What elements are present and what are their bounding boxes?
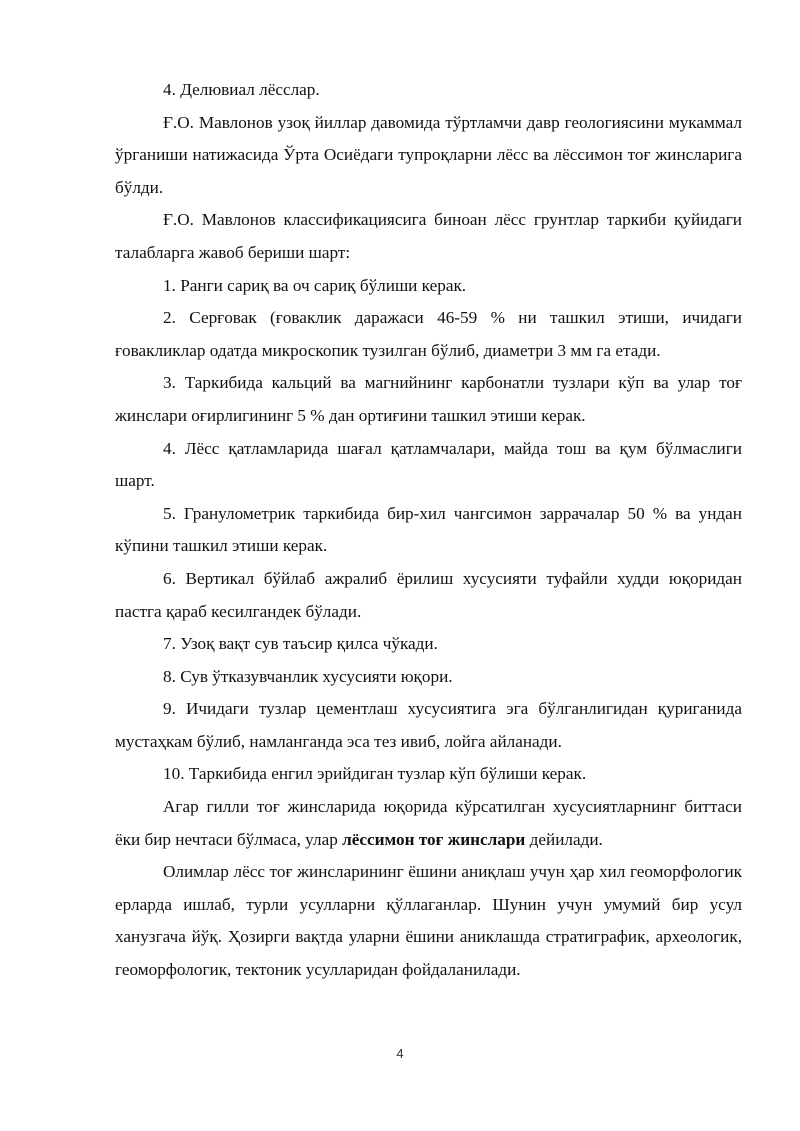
paragraph-age-methods: Олимлар лёсс тоғ жинсларининг ёшини аниқлаш учун ҳар хил геоморфологик ерларда ишлаб, турли усулларни қўллаганлар. Шунин учун умумий бир усул ханузгача йўқ. Ҳозирги вақтда уларни ёшини аниклашда стратиграфик, археологик, геоморфологик, тектоник усулларидан фойдаланилади. <box>115 862 742 980</box>
definition-bold-term: лёссимон тоғ жинслари <box>342 829 526 849</box>
requirement-4: 4. Лёсс қатламларида шағал қатламчалари, майда тош ва қум бўлмаслиги шарт. <box>115 438 742 491</box>
requirement-8: 8. Сув ўтказувчанлик хусусияти юқори. <box>163 666 453 686</box>
paragraph-classification: Ғ.О. Мавлонов классификациясига биноан лёсс грунтлар таркиби қуйидаги талабларга жавоб бериши шарт: <box>115 210 742 262</box>
requirement-5: 5. Гранулометрик таркибида бир-хил чангсимон заррачалар 50 % ва ундан кўпини ташкил этиши керак. <box>115 503 742 556</box>
paragraph-loess-like-definition <box>115 791 742 856</box>
definition-text-after: дейилади. <box>525 829 603 849</box>
requirement-3: 3. Таркибида кальций ва магнийнинг карбонатли тузлари кўп ва улар тоғ жинслари оғирлигининг 5 % дан ортиғини ташкил этиши керак. <box>115 373 742 425</box>
page-number: 4 <box>396 1046 404 1061</box>
requirement-7: 7. Узоқ вақт сув таъсир қилса чўкади. <box>163 634 438 654</box>
paragraph-mavlonov-intro: Ғ.О. Мавлонов узоқ йиллар давомида тўртламчи давр геологиясини мукаммал ўрганиши натижасида Ўрта Осиёдаги тупроқларни лёсс ва лёссимон тоғ жинсларига бўлди. <box>115 112 742 197</box>
requirement-2: 2. Серғовак (ғоваклик даражаси 46-59 % ни ташкил этиши, ичидаги ғовакликлар одатда микроскопик тузилган бўлиб, диаметри 3 мм га етади. <box>115 308 742 360</box>
body-text <box>115 74 742 987</box>
requirement-9: 9. Ичидаги тузлар цементлаш хусусиятига эга бўлганлигидан қуриганида мустаҳкам бўлиб, намланганда эса тез ивиб, лойга айланади. <box>115 699 742 751</box>
requirement-10: 10. Таркибида енгил эрийдиган тузлар кўп бўлиши керак. <box>163 764 587 784</box>
requirement-1: 1. Ранги сариқ ва оч сариқ бўлиши керак. <box>163 275 467 295</box>
definition-text-before: Агар гилли тоғ жинсларида юқорида кўрсатилган хусусиятларнинг биттаси ёки бир нечтаси бўлмаса, улар <box>115 797 742 849</box>
requirement-6: 6. Вертикал бўйлаб ажралиб ёрилиш хусусияти туфайли худди юқоридан пастга қараб кесилгандек бўлади. <box>115 568 742 621</box>
paragraph-list-item-deluvial: 4. Делювиал лёсслар. <box>163 80 320 99</box>
